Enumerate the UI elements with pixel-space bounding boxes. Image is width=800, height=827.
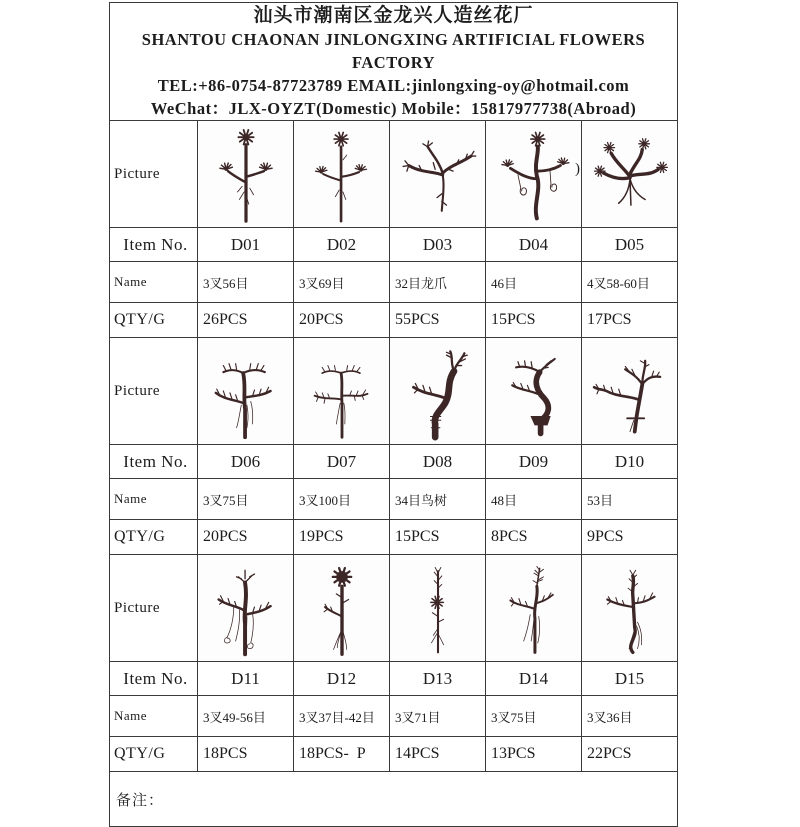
- item-no-d14: D14: [486, 662, 582, 696]
- company-title-en: SHANTOU CHAONAN JINLONGXING ARTIFICIAL FLOWERS FACTORY: [141, 30, 646, 72]
- qty-d06: 20PCS: [198, 520, 294, 555]
- row-label-picture: Picture: [110, 338, 198, 445]
- item-no-d01: D01: [198, 228, 294, 262]
- branch-image-d02: [297, 124, 387, 224]
- name-d04: 46目: [486, 262, 582, 303]
- qty-d04: 15PCS: [486, 303, 582, 338]
- product-photo-d09: [486, 338, 582, 445]
- name-d07: 3叉100目: [294, 479, 390, 520]
- name-d11: 3叉49-56目: [198, 696, 294, 737]
- row-label-picture: Picture: [110, 555, 198, 662]
- item-no-d09: D09: [486, 445, 582, 479]
- name-d02: 3叉69目: [294, 262, 390, 303]
- row-label-qty: QTY/G: [110, 520, 198, 555]
- row-label-name: Name: [110, 696, 198, 737]
- product-photo-d10: [582, 338, 678, 445]
- name-d05: 4叉58-60目: [582, 262, 678, 303]
- sheet-header: [110, 3, 678, 121]
- item-no-d08: D08: [390, 445, 486, 479]
- name-d03: 32目龙爪: [390, 262, 486, 303]
- branch-image-d13: [393, 558, 483, 658]
- product-photo-d03: [390, 121, 486, 228]
- item-no-d05: D05: [582, 228, 678, 262]
- product-photo-d13: [390, 555, 486, 662]
- branch-image-d09: [489, 341, 579, 441]
- name-d12: 3叉37目-42目: [294, 696, 390, 737]
- branch-image-d11: [201, 558, 291, 658]
- stray-paren-text: ): [575, 161, 580, 177]
- qty-d02: 20PCS: [294, 303, 390, 338]
- name-d08: 34目鸟树: [390, 479, 486, 520]
- row-label-qty: QTY/G: [110, 303, 198, 338]
- row-label-itemno: Item No.: [110, 445, 198, 479]
- row-label-qty: QTY/G: [110, 737, 198, 772]
- branch-image-d05: [585, 124, 675, 224]
- product-photo-d14: [486, 555, 582, 662]
- qty-d05: 17PCS: [582, 303, 678, 338]
- product-photo-d06: [198, 338, 294, 445]
- branch-image-d06: [201, 341, 291, 441]
- branch-image-d12: [297, 558, 387, 658]
- wechat-mobile-line: WeChat：JLX-OYZT(Domestic) Mobile：15817977738(Abroad): [150, 99, 637, 118]
- row-label-itemno: Item No.: [110, 228, 198, 262]
- qty-d11: 18PCS: [198, 737, 294, 772]
- qty-d01: 26PCS: [198, 303, 294, 338]
- item-no-d12: D12: [294, 662, 390, 696]
- item-no-d15: D15: [582, 662, 678, 696]
- product-photo-d15: [582, 555, 678, 662]
- qty-d07: 19PCS: [294, 520, 390, 555]
- row-label-name: Name: [110, 262, 198, 303]
- product-photo-d12: [294, 555, 390, 662]
- row-label-name: Name: [110, 479, 198, 520]
- branch-image-d14: [489, 558, 579, 658]
- name-d13: 3叉71目: [390, 696, 486, 737]
- row-label-itemno: Item No.: [110, 662, 198, 696]
- product-photo-d08: [390, 338, 486, 445]
- qty-d03: 55PCS: [390, 303, 486, 338]
- remarks-label: 备注：: [116, 792, 165, 809]
- name-d09: 48目: [486, 479, 582, 520]
- company-title-cn: 汕头市潮南区金龙兴人造丝花厂: [253, 5, 534, 26]
- branch-image-d08: [393, 341, 483, 441]
- branch-image-d15: [585, 558, 675, 658]
- qty-d09: 8PCS: [486, 520, 582, 555]
- product-sheet: [109, 2, 678, 827]
- branch-image-d07: [297, 341, 387, 441]
- branch-image-d10: [585, 341, 675, 441]
- item-no-d10: D10: [582, 445, 678, 479]
- name-d10: 53目: [582, 479, 678, 520]
- product-photo-d11: [198, 555, 294, 662]
- remarks-row: [110, 772, 678, 827]
- qty-d14: 13PCS: [486, 737, 582, 772]
- tel-email-line: TEL:+86-0754-87723789 EMAIL:jinlongxing-oy@hotmail.com: [157, 76, 630, 95]
- name-d15: 3叉36目: [582, 696, 678, 737]
- name-d06: 3叉75目: [198, 479, 294, 520]
- product-photo-d01: [198, 121, 294, 228]
- item-no-d03: D03: [390, 228, 486, 262]
- qty-d13: 14PCS: [390, 737, 486, 772]
- qty-d08: 15PCS: [390, 520, 486, 555]
- item-no-d11: D11: [198, 662, 294, 696]
- name-d14: 3叉75目: [486, 696, 582, 737]
- product-photo-d07: [294, 338, 390, 445]
- qty-d10: 9PCS: [582, 520, 678, 555]
- product-photo-d04: [486, 121, 582, 228]
- product-photo-d02: [294, 121, 390, 228]
- item-no-d06: D06: [198, 445, 294, 479]
- item-no-d02: D02: [294, 228, 390, 262]
- item-no-d13: D13: [390, 662, 486, 696]
- branch-image-d03: [393, 124, 483, 224]
- item-no-d07: D07: [294, 445, 390, 479]
- qty-d12: 18PCS- P: [294, 737, 390, 772]
- branch-image-d01: [201, 124, 291, 224]
- product-photo-d05: [582, 121, 678, 228]
- item-no-d04: D04: [486, 228, 582, 262]
- qty-d15: 22PCS: [582, 737, 678, 772]
- name-d01: 3叉56目: [198, 262, 294, 303]
- row-label-picture: Picture: [110, 121, 198, 228]
- branch-image-d04: [489, 124, 579, 224]
